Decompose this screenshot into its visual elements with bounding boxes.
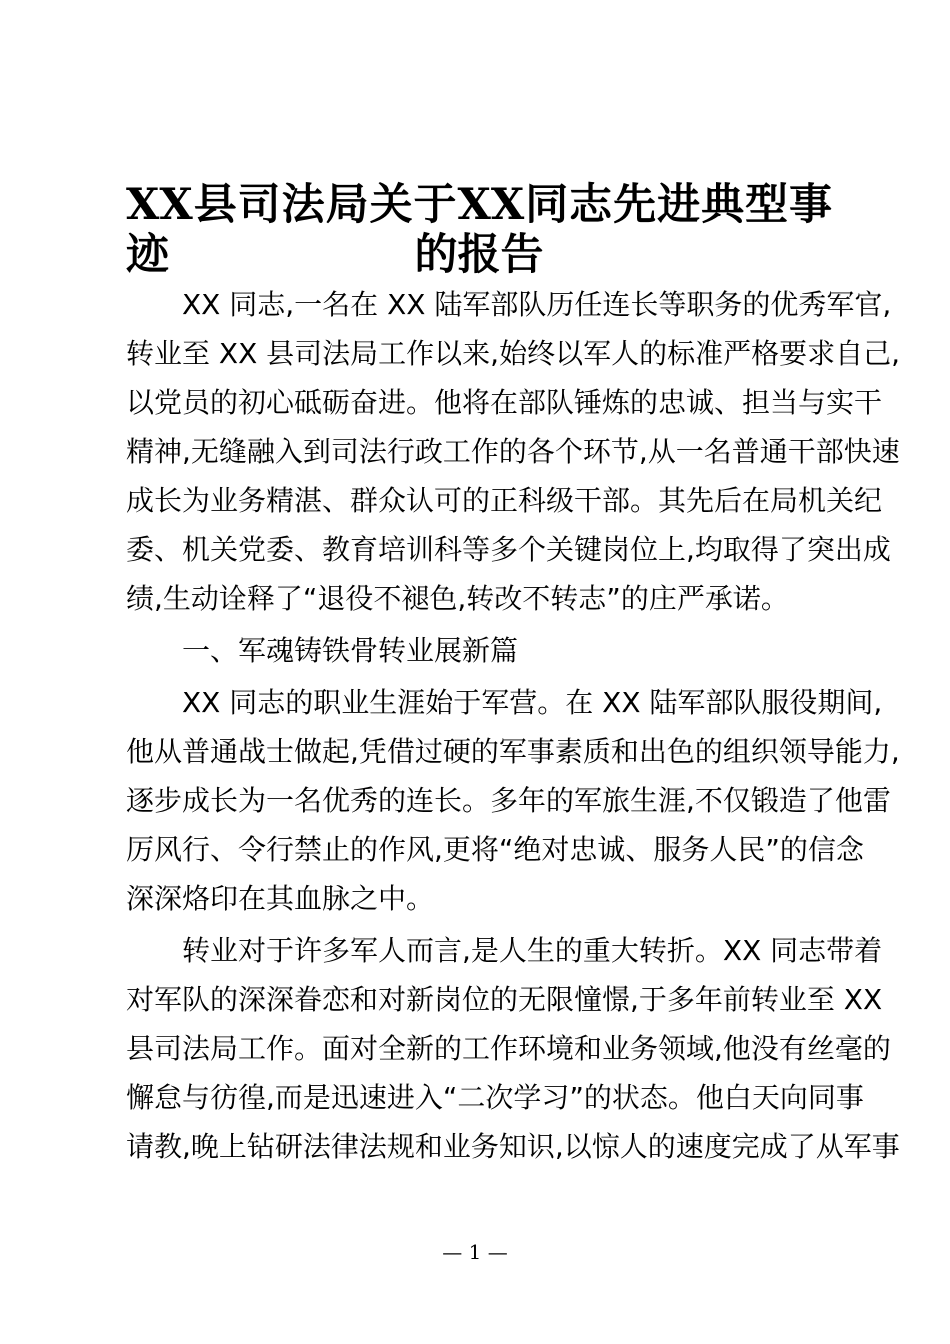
paragraph-line: 厉风行、令行禁止的作风,更将“绝对忠诚、服务人民”的信念 <box>126 833 864 866</box>
paragraph-line: XX 同志的职业生涯始于军营。在 XX 陆军部队服役期间, <box>182 686 883 719</box>
paragraph-line: 委、机关党委、教育培训科等多个关键岗位上,均取得了突出成 <box>126 533 891 566</box>
paragraph-line: 对军队的深深眷恋和对新岗位的无限憧憬,于多年前转业至 XX <box>126 983 883 1016</box>
paragraph-line: 他从普通战士做起,凭借过硬的军事素质和出色的组织领导能力, <box>126 735 900 768</box>
section-heading <box>126 626 832 675</box>
paragraph <box>126 678 900 923</box>
paragraph-line: 懈怠与彷徨,而是迅速进入“二次学习”的状态。他白天向同事 <box>126 1081 864 1114</box>
section-heading-text: 一、军魂铸铁骨转业展新篇 <box>182 634 519 667</box>
paragraph-line: 绩,生动诠释了“退役不褪色,转改不转志”的庄严承诺。 <box>126 582 789 615</box>
paragraph-line: 精神,无缝融入到司法行政工作的各个环节,从一名普通干部快速 <box>126 435 900 468</box>
document-title-line-1: XX县司法局关于XX同志先进典型事迹 <box>126 180 832 280</box>
paragraph-line: 逐步成长为一名优秀的连长。多年的军旅生涯,不仅锻造了他雷 <box>126 784 891 817</box>
paragraph-line: XX 同志,一名在 XX 陆军部队历任连长等职务的优秀军官, <box>182 288 892 321</box>
paragraph-line: 深深烙印在其血脉之中。 <box>126 882 435 915</box>
paragraph-line: 转业对于许多军人而言,是人生的重大转折。XX 同志带着 <box>182 934 883 967</box>
paragraph <box>126 280 900 623</box>
paragraph-line: 县司法局工作。面对全新的工作环境和业务领域,他没有丝毫的 <box>126 1032 891 1065</box>
paragraph-line: 转业至 XX 县司法局工作以来,始终以军人的标准严格要求自己, <box>126 337 900 370</box>
page-number: — 1 — <box>442 1240 508 1264</box>
document-title-line-2: 的报告 <box>414 230 544 280</box>
paragraph-line: 以党员的初心砥砺奋进。他将在部队锤炼的忠诚、担当与实干 <box>126 386 883 419</box>
document-body <box>126 280 900 1171</box>
paragraph <box>126 926 900 1171</box>
paragraph-line: 请教,晚上钻研法律法规和业务知识,以惊人的速度完成了从军事 <box>126 1130 900 1163</box>
paragraph-line: 成长为业务精湛、群众认可的正科级干部。其先后在局机关纪 <box>126 484 883 517</box>
